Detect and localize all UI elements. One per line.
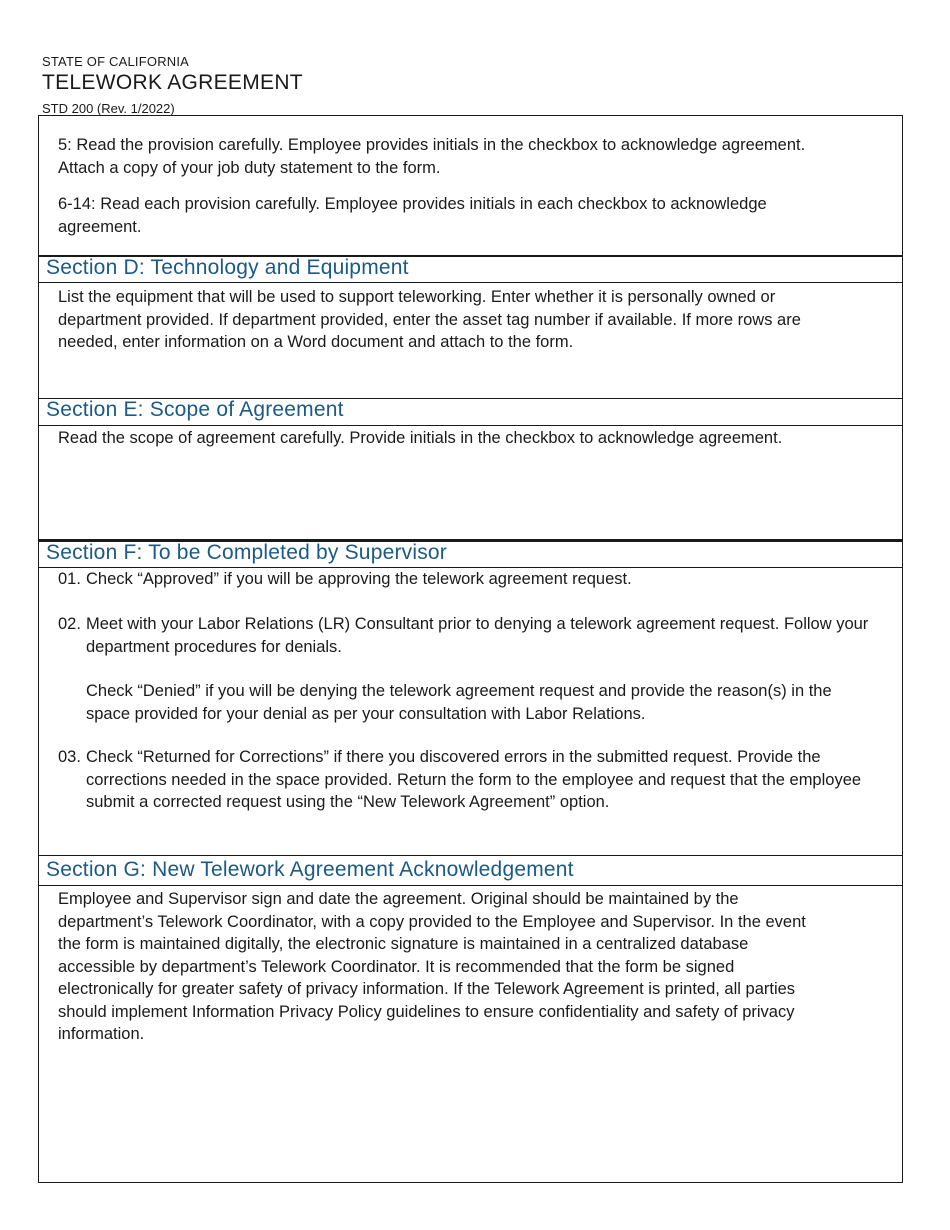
section-divider [38,885,903,886]
section-e-title: Section E: Scope of Agreement [46,398,344,421]
section-divider [38,855,903,856]
section-f-item-02-denied [58,680,878,725]
instruction-item-6-14: 6-14: Read each provision carefully. Employee provides initials in each checkbox to acknowledge agreement. [58,195,767,236]
section-f-item-02 [58,613,878,658]
item-number: 03. [58,748,81,766]
section-f-item-03 [58,746,888,814]
section-divider [38,425,903,426]
section-e-text: Read the scope of agreement carefully. Provide initials in the checkbox to acknowledge agreement. [58,429,783,447]
section-d-text: List the equipment that will be used to support teleworking. Enter whether it is personally owned or department provided. If department provided, enter the asset tag number if available. If more rows are needed, enter information on a Word document and attach to the form. [58,288,801,351]
state-label: STATE OF CALIFORNIA [42,54,190,69]
item-number: 01. [58,570,81,588]
form-title: TELEWORK AGREEMENT [42,71,303,94]
item-text: Check “Denied” if you will be denying the telework agreement request and provide the reason(s) in the space provided for your denial as per your consultation with Labor Relations. [86,682,832,723]
section-g-text: Employee and Supervisor sign and date the agreement. Original should be maintained by the department’s Telework Coordinator, with a copy provided to the Employee and Supervisor. In the event the form is maintained digitally, the electronic signature is maintained in a centralized database accessible by department’s Telework Coordinator. It is recommended that the form be signed electronically for greater safety of privacy information. If the Telework Agreement is printed, all parties should implement Information Privacy Policy guidelines to ensure confidentiality and safety of privacy information. [58,890,806,1043]
section-f-item-01 [58,568,878,591]
form-number: STD 200 (Rev. 1/2022) [42,101,175,116]
item-text: Check “Approved” if you will be approving the telework agreement request. [86,570,632,588]
instruction-item-5: 5: Read the provision carefully. Employee provides initials in the checkbox to acknowledge agreement. Attach a copy of your job duty statement to the form. [58,136,806,177]
section-divider [38,282,903,283]
item-number: 02. [58,615,81,633]
section-d-title: Section D: Technology and Equipment [46,256,409,279]
item-text: Check “Returned for Corrections” if there you discovered errors in the submitted request. Provide the corrections needed in the space provided. Return the form to the employee and request that the employee submit a corrected request using the “New Telework Agreement” option. [86,748,862,811]
item-text: Meet with your Labor Relations (LR) Consultant prior to denying a telework agreement request. Follow your department procedures for denials. [86,615,869,656]
section-g-title: Section G: New Telework Agreement Acknowledgement [46,858,574,881]
section-f-title: Section F: To be Completed by Supervisor [46,541,447,564]
